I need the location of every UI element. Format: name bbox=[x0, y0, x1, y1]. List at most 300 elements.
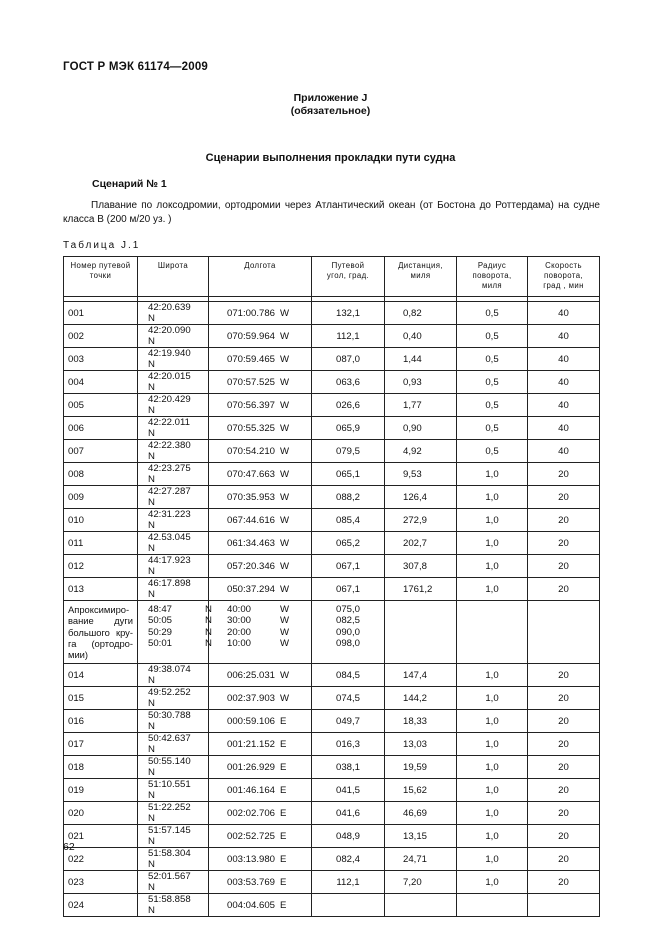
great-circle-row bbox=[64, 601, 600, 664]
distance-cell: 0,90 bbox=[385, 417, 457, 440]
appendix-subtitle: (обязательное) bbox=[290, 105, 371, 117]
distance-cell: 0,40 bbox=[385, 325, 457, 348]
waypoint-row bbox=[64, 532, 600, 555]
waypoint-number: 010 bbox=[64, 509, 138, 532]
latitude-value: 42:19.940 bbox=[148, 348, 191, 359]
waypoint-row bbox=[64, 848, 600, 871]
distance-cell: 13,15 bbox=[385, 825, 457, 848]
longitude-value: 057:20.346 bbox=[227, 560, 276, 572]
latitude-hemisphere: N bbox=[148, 474, 155, 485]
distance-cell: 7,20 bbox=[385, 871, 457, 894]
latitude-cell bbox=[138, 710, 209, 733]
great-circle-label: Апроксимиро-вание дуги большого кру-га (ортодро-мии) bbox=[64, 601, 138, 664]
col-header-line: Скорость bbox=[545, 261, 582, 270]
longitude-cell bbox=[209, 394, 312, 417]
waypoint-row bbox=[64, 325, 600, 348]
waypoint-number: 005 bbox=[64, 394, 138, 417]
col-header-waypoint bbox=[64, 257, 138, 297]
gc-course: 098,0 bbox=[335, 637, 360, 649]
gc-lat-hem: N bbox=[205, 615, 212, 627]
turn-rate-cell: 20 bbox=[528, 486, 600, 509]
latitude-cell bbox=[138, 417, 209, 440]
latitude-value: 42:20.090 bbox=[148, 325, 191, 336]
gc-radius-empty bbox=[457, 601, 528, 664]
latitude-cell bbox=[138, 555, 209, 578]
gc-course: 090,0 bbox=[335, 626, 360, 638]
longitude-cell bbox=[209, 848, 312, 871]
distance-cell: 126,4 bbox=[385, 486, 457, 509]
turn-rate-cell: 20 bbox=[528, 578, 600, 601]
latitude-cell bbox=[138, 825, 209, 848]
latitude-value: 42:20.429 bbox=[148, 394, 191, 405]
longitude-cell bbox=[209, 532, 312, 555]
longitude-hemisphere: W bbox=[280, 537, 290, 549]
scenario-title: Сценарий № 1 bbox=[92, 178, 167, 190]
gc-lon-line bbox=[227, 638, 307, 649]
gc-courses bbox=[312, 601, 385, 664]
latitude-hemisphere: N bbox=[148, 382, 155, 393]
latitude-value: 50:30.788 bbox=[148, 710, 191, 722]
longitude-hemisphere: E bbox=[280, 738, 287, 750]
waypoint-number: 006 bbox=[64, 417, 138, 440]
longitude-cell bbox=[209, 802, 312, 825]
distance-cell: 19,59 bbox=[385, 756, 457, 779]
gc-lat-line bbox=[148, 626, 212, 638]
longitude-cell bbox=[209, 779, 312, 802]
waypoint-number: 003 bbox=[64, 348, 138, 371]
longitude-cell bbox=[209, 486, 312, 509]
gc-lat-line bbox=[148, 637, 212, 649]
latitude-hemisphere: N bbox=[148, 882, 155, 894]
latitude-hemisphere: N bbox=[148, 589, 155, 600]
latitude-hemisphere: N bbox=[148, 721, 155, 733]
latitude-cell bbox=[138, 578, 209, 601]
longitude-cell bbox=[209, 463, 312, 486]
course-cell: 041,6 bbox=[312, 802, 385, 825]
turn-radius-cell: 1,0 bbox=[457, 871, 528, 894]
latitude-hemisphere: N bbox=[148, 336, 155, 347]
waypoint-row bbox=[64, 756, 600, 779]
col-header-line: Радиус bbox=[477, 261, 507, 270]
latitude-cell bbox=[138, 302, 209, 325]
course-cell: 074,5 bbox=[312, 687, 385, 710]
waypoint-number: 002 bbox=[64, 325, 138, 348]
latitude-cell bbox=[138, 687, 209, 710]
longitude-hemisphere: W bbox=[280, 692, 290, 704]
col-header-turn-rate bbox=[528, 257, 600, 297]
gc-lat-hem: N bbox=[205, 626, 212, 638]
waypoint-row bbox=[64, 825, 600, 848]
course-cell: 065,2 bbox=[312, 532, 385, 555]
course-cell: 041,5 bbox=[312, 779, 385, 802]
table-caption: Таблица J.1 bbox=[63, 240, 141, 251]
longitude-hemisphere: W bbox=[280, 468, 290, 480]
latitude-value: 42:22.011 bbox=[148, 417, 190, 428]
gc-lon-line bbox=[227, 615, 307, 626]
turn-radius-cell: 0,5 bbox=[457, 394, 528, 417]
latitude-value: 42:20.639 bbox=[148, 302, 191, 313]
waypoint-number: 014 bbox=[64, 664, 138, 687]
latitude-hemisphere: N bbox=[148, 698, 155, 710]
course-cell: 038,1 bbox=[312, 756, 385, 779]
turn-radius-cell: 1,0 bbox=[457, 486, 528, 509]
gc-lon-line bbox=[227, 627, 307, 638]
waypoint-row bbox=[64, 733, 600, 756]
waypoint-number: 007 bbox=[64, 440, 138, 463]
waypoint-number: 023 bbox=[64, 871, 138, 894]
latitude-value: 50:42.637 bbox=[148, 733, 191, 745]
distance-cell: 1761,2 bbox=[385, 578, 457, 601]
longitude-hemisphere: E bbox=[280, 830, 287, 842]
distance-cell: 9,53 bbox=[385, 463, 457, 486]
col-header-line: Путевой bbox=[331, 261, 365, 270]
col-header-line: миля bbox=[410, 271, 431, 280]
latitude-cell bbox=[138, 394, 209, 417]
longitude-cell bbox=[209, 664, 312, 687]
col-header-line: угол, град. bbox=[326, 271, 370, 280]
gc-lon-hem: W bbox=[280, 604, 290, 615]
longitude-value: 001:21.152 bbox=[227, 738, 276, 750]
latitude-value: 49:52.252 bbox=[148, 687, 191, 699]
longitude-cell bbox=[209, 509, 312, 532]
latitude-hemisphere: N bbox=[148, 859, 155, 871]
longitude-value: 070:47.663 bbox=[227, 468, 276, 480]
longitude-value: 002:37.903 bbox=[227, 692, 276, 704]
waypoint-row bbox=[64, 779, 600, 802]
longitude-hemisphere: W bbox=[280, 491, 290, 503]
turn-radius-cell: 1,0 bbox=[457, 463, 528, 486]
course-cell: 087,0 bbox=[312, 348, 385, 371]
turn-radius-cell: 1,0 bbox=[457, 664, 528, 687]
longitude-hemisphere: W bbox=[280, 514, 290, 526]
latitude-value: 42:31.223 bbox=[148, 509, 191, 520]
longitude-hemisphere: W bbox=[280, 399, 290, 411]
turn-rate-cell: 40 bbox=[528, 348, 600, 371]
gc-longitudes bbox=[209, 601, 312, 664]
waypoint-row bbox=[64, 371, 600, 394]
course-cell: 049,7 bbox=[312, 710, 385, 733]
turn-rate-cell: 20 bbox=[528, 664, 600, 687]
table-header-row bbox=[64, 257, 600, 297]
longitude-value: 001:46.164 bbox=[227, 784, 276, 796]
latitude-cell bbox=[138, 486, 209, 509]
turn-radius-cell: 0,5 bbox=[457, 325, 528, 348]
waypoint-row bbox=[64, 348, 600, 371]
col-header-line: Долгота bbox=[244, 261, 276, 270]
course-cell: 088,2 bbox=[312, 486, 385, 509]
latitude-hemisphere: N bbox=[148, 767, 155, 779]
distance-cell: 272,9 bbox=[385, 509, 457, 532]
latitude-cell bbox=[138, 348, 209, 371]
longitude-value: 070:57.525 bbox=[227, 376, 276, 388]
longitude-value: 003:13.980 bbox=[227, 853, 276, 865]
turn-rate-cell: 20 bbox=[528, 848, 600, 871]
waypoint-row bbox=[64, 802, 600, 825]
turn-radius-cell: 1,0 bbox=[457, 825, 528, 848]
waypoint-number: 004 bbox=[64, 371, 138, 394]
longitude-hemisphere: E bbox=[280, 784, 287, 796]
document-id-header: ГОСТ Р МЭК 61174—2009 bbox=[63, 61, 209, 73]
latitude-value: 52:01.567 bbox=[148, 871, 191, 883]
turn-rate-cell: 20 bbox=[528, 825, 600, 848]
gc-lat-line bbox=[148, 615, 212, 627]
latitude-cell bbox=[138, 756, 209, 779]
turn-radius-cell: 0,5 bbox=[457, 440, 528, 463]
latitude-hemisphere: N bbox=[148, 813, 155, 825]
latitude-value: 50:55.140 bbox=[148, 756, 191, 768]
waypoint-row bbox=[64, 486, 600, 509]
turn-rate-cell: 20 bbox=[528, 555, 600, 578]
waypoint-number: 016 bbox=[64, 710, 138, 733]
latitude-value: 42:20.015 bbox=[148, 371, 191, 382]
longitude-value: 001:26.929 bbox=[227, 761, 276, 773]
longitude-hemisphere: W bbox=[280, 330, 290, 342]
course-cell: 085,4 bbox=[312, 509, 385, 532]
col-header-line: миля bbox=[481, 281, 503, 290]
great-circle-group bbox=[64, 601, 600, 664]
turn-rate-cell: 40 bbox=[528, 302, 600, 325]
latitude-hemisphere: N bbox=[148, 836, 155, 848]
latitude-hemisphere: N bbox=[148, 451, 155, 462]
latitude-hemisphere: N bbox=[148, 405, 155, 416]
latitude-value: 51:57.145 bbox=[148, 825, 191, 837]
longitude-value: 070:59.465 bbox=[227, 353, 276, 365]
waypoint-row bbox=[64, 871, 600, 894]
longitude-cell bbox=[209, 687, 312, 710]
latitude-hemisphere: N bbox=[148, 566, 155, 577]
gc-lat-hem: N bbox=[205, 637, 212, 649]
gc-rate-empty bbox=[528, 601, 600, 664]
gc-course: 075,0 bbox=[335, 604, 360, 615]
longitude-cell bbox=[209, 302, 312, 325]
course-cell: 112,1 bbox=[312, 871, 385, 894]
longitude-cell bbox=[209, 440, 312, 463]
longitude-value: 002:52.725 bbox=[227, 830, 276, 842]
appendix-title: Приложение J bbox=[293, 92, 368, 104]
waypoint-row bbox=[64, 555, 600, 578]
longitude-hemisphere: W bbox=[280, 583, 290, 595]
longitude-value: 070:59.964 bbox=[227, 330, 276, 342]
longitude-value: 070:56.397 bbox=[227, 399, 276, 411]
gc-lat-hem: N bbox=[205, 604, 212, 615]
turn-rate-cell: 20 bbox=[528, 463, 600, 486]
course-cell: 067,1 bbox=[312, 578, 385, 601]
longitude-cell bbox=[209, 325, 312, 348]
gc-lat-value: 50:29 bbox=[148, 626, 173, 638]
waypoint-number: 019 bbox=[64, 779, 138, 802]
latitude-hemisphere: N bbox=[148, 905, 155, 917]
distance-cell: 4,92 bbox=[385, 440, 457, 463]
waypoint-number: 021 bbox=[64, 825, 138, 848]
turn-radius-cell: 1,0 bbox=[457, 848, 528, 871]
turn-rate-cell: 20 bbox=[528, 687, 600, 710]
longitude-cell bbox=[209, 733, 312, 756]
longitude-value: 070:35.953 bbox=[227, 491, 276, 503]
longitude-value: 050:37.294 bbox=[227, 583, 276, 595]
waypoint-row bbox=[64, 509, 600, 532]
gc-lon-line bbox=[227, 604, 307, 615]
col-header-line: поворота, bbox=[472, 271, 512, 280]
latitude-cell bbox=[138, 664, 209, 687]
col-header-line: град , мин bbox=[543, 281, 584, 290]
latitude-value: 49:38.074 bbox=[148, 664, 191, 676]
longitude-value: 071:00.786 bbox=[227, 307, 276, 319]
turn-rate-cell: 20 bbox=[528, 710, 600, 733]
waypoint-number: 013 bbox=[64, 578, 138, 601]
gc-lon-value: 30:00 bbox=[227, 615, 252, 627]
distance-cell: 147,4 bbox=[385, 664, 457, 687]
waypoint-row bbox=[64, 440, 600, 463]
latitude-hemisphere: N bbox=[148, 359, 155, 370]
longitude-cell bbox=[209, 871, 312, 894]
waypoint-row bbox=[64, 394, 600, 417]
course-cell: 065,9 bbox=[312, 417, 385, 440]
gc-latitudes bbox=[138, 601, 212, 664]
waypoint-number: 020 bbox=[64, 802, 138, 825]
longitude-cell bbox=[209, 894, 312, 917]
latitude-cell bbox=[138, 802, 209, 825]
longitude-hemisphere: E bbox=[280, 715, 287, 727]
gc-lat-line bbox=[148, 604, 212, 615]
longitude-cell bbox=[209, 578, 312, 601]
latitude-value: 44:17.923 bbox=[148, 555, 191, 566]
latitude-hemisphere: N bbox=[148, 497, 155, 508]
gc-lon-hem: W bbox=[280, 626, 290, 638]
distance-cell: 18,33 bbox=[385, 710, 457, 733]
latitude-cell bbox=[138, 779, 209, 802]
turn-rate-cell: 40 bbox=[528, 440, 600, 463]
waypoint-row bbox=[64, 463, 600, 486]
longitude-hemisphere: E bbox=[280, 853, 287, 865]
turn-rate-cell: 40 bbox=[528, 371, 600, 394]
gc-lat-value: 48:47 bbox=[148, 604, 173, 615]
distance-cell: 1,44 bbox=[385, 348, 457, 371]
col-header-distance bbox=[385, 257, 457, 297]
distance-cell bbox=[385, 894, 457, 917]
longitude-cell bbox=[209, 417, 312, 440]
longitude-hemisphere: W bbox=[280, 669, 290, 681]
turn-radius-cell: 0,5 bbox=[457, 302, 528, 325]
latitude-cell bbox=[138, 463, 209, 486]
latitude-value: 42:22.380 bbox=[148, 440, 191, 451]
scenario-paragraph: Плавание по локсодромии, ортодромии через Атлантический океан (от Бостона до Роттердама) на судне класса B (200 м/20 уз. ) bbox=[63, 200, 600, 225]
latitude-cell bbox=[138, 325, 209, 348]
turn-radius-cell: 1,0 bbox=[457, 756, 528, 779]
course-cell bbox=[312, 894, 385, 917]
waypoint-row bbox=[64, 417, 600, 440]
course-cell: 132,1 bbox=[312, 302, 385, 325]
turn-radius-cell: 1,0 bbox=[457, 710, 528, 733]
latitude-value: 42.53.045 bbox=[148, 532, 191, 543]
longitude-hemisphere: E bbox=[280, 899, 287, 911]
distance-cell: 15,62 bbox=[385, 779, 457, 802]
latitude-value: 42:27.287 bbox=[148, 486, 191, 497]
latitude-cell bbox=[138, 894, 209, 917]
turn-rate-cell: 20 bbox=[528, 802, 600, 825]
longitude-cell bbox=[209, 371, 312, 394]
longitude-value: 004:04.605 bbox=[227, 899, 276, 911]
gc-lon-value: 10:00 bbox=[227, 637, 252, 649]
turn-radius-cell: 0,5 bbox=[457, 371, 528, 394]
col-header-latitude bbox=[138, 257, 209, 297]
waypoint-table bbox=[63, 256, 600, 917]
latitude-cell bbox=[138, 440, 209, 463]
turn-radius-cell: 0,5 bbox=[457, 417, 528, 440]
latitude-cell bbox=[138, 871, 209, 894]
turn-radius-cell: 1,0 bbox=[457, 733, 528, 756]
waypoint-number: 015 bbox=[64, 687, 138, 710]
longitude-cell bbox=[209, 710, 312, 733]
turn-radius-cell: 1,0 bbox=[457, 555, 528, 578]
longitude-hemisphere: W bbox=[280, 376, 290, 388]
section-title: Сценарии выполнения прокладки пути судна bbox=[205, 152, 456, 164]
longitude-cell bbox=[209, 825, 312, 848]
gc-lat-value: 50:01 bbox=[148, 637, 173, 649]
turn-rate-cell: 20 bbox=[528, 509, 600, 532]
longitude-cell bbox=[209, 756, 312, 779]
turn-rate-cell bbox=[528, 894, 600, 917]
waypoint-row bbox=[64, 664, 600, 687]
gc-course: 082,5 bbox=[335, 615, 360, 627]
waypoint-number: 008 bbox=[64, 463, 138, 486]
col-header-line: Номер путевой bbox=[70, 261, 131, 270]
longitude-value: 006:25.031 bbox=[227, 669, 276, 681]
latitude-hemisphere: N bbox=[148, 675, 155, 687]
course-cell: 048,9 bbox=[312, 825, 385, 848]
col-header-line: Широта bbox=[157, 261, 189, 270]
turn-rate-cell: 20 bbox=[528, 871, 600, 894]
distance-cell: 24,71 bbox=[385, 848, 457, 871]
turn-radius-cell: 0,5 bbox=[457, 348, 528, 371]
latitude-hemisphere: N bbox=[148, 790, 155, 802]
distance-cell: 0,82 bbox=[385, 302, 457, 325]
turn-radius-cell bbox=[457, 894, 528, 917]
waypoint-row bbox=[64, 710, 600, 733]
longitude-value: 000:59.106 bbox=[227, 715, 276, 727]
waypoint-number: 017 bbox=[64, 733, 138, 756]
turn-rate-cell: 20 bbox=[528, 779, 600, 802]
turn-radius-cell: 1,0 bbox=[457, 578, 528, 601]
course-cell: 065,1 bbox=[312, 463, 385, 486]
longitude-value: 002:02.706 bbox=[227, 807, 276, 819]
col-header-line: точки bbox=[89, 271, 112, 280]
distance-cell: 202,7 bbox=[385, 532, 457, 555]
longitude-hemisphere: W bbox=[280, 422, 290, 434]
latitude-hemisphere: N bbox=[148, 313, 155, 324]
longitude-hemisphere: W bbox=[280, 307, 290, 319]
course-cell: 063,6 bbox=[312, 371, 385, 394]
col-header-turn-radius bbox=[457, 257, 528, 297]
waypoint-row bbox=[64, 302, 600, 325]
col-header-longitude bbox=[209, 257, 312, 297]
distance-cell: 307,8 bbox=[385, 555, 457, 578]
gc-lon-hem: W bbox=[280, 637, 290, 649]
distance-cell: 144,2 bbox=[385, 687, 457, 710]
gc-distance-empty bbox=[385, 601, 457, 664]
latitude-cell bbox=[138, 733, 209, 756]
longitude-value: 003:53.769 bbox=[227, 876, 276, 888]
longitude-hemisphere: E bbox=[280, 761, 287, 773]
gc-lon-value: 40:00 bbox=[227, 604, 252, 615]
longitude-value: 061:34.463 bbox=[227, 537, 276, 549]
turn-radius-cell: 1,0 bbox=[457, 687, 528, 710]
latitude-hemisphere: N bbox=[148, 744, 155, 756]
longitude-value: 070:54.210 bbox=[227, 445, 276, 457]
turn-rate-cell: 20 bbox=[528, 532, 600, 555]
course-cell: 016,3 bbox=[312, 733, 385, 756]
waypoint-number: 018 bbox=[64, 756, 138, 779]
col-header-course bbox=[312, 257, 385, 297]
